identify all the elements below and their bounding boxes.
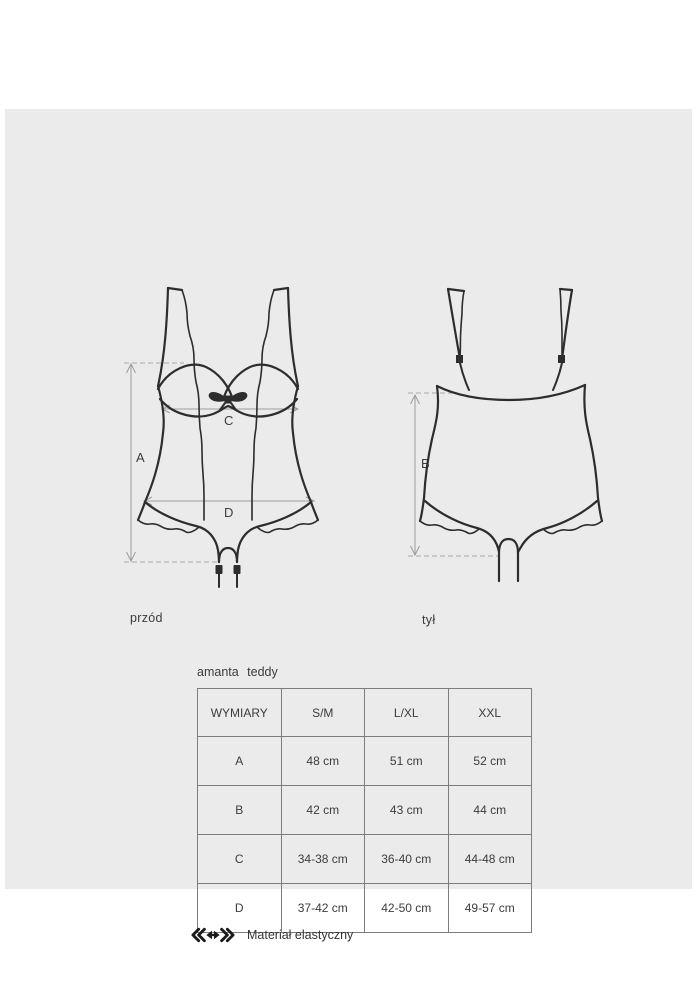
- strap-adjuster-left: [456, 355, 463, 363]
- material-note-text: Materiał elastyczny: [247, 928, 354, 942]
- size-table-cell: 48 cm: [281, 737, 365, 786]
- size-table-cell: 44 cm: [448, 786, 532, 835]
- front-garment-outline: [138, 288, 318, 587]
- size-table-cell: 34-38 cm: [281, 835, 365, 884]
- strap-adjuster-right: [558, 355, 565, 363]
- garter-clip-left: [216, 565, 223, 574]
- size-table-cell: 42 cm: [281, 786, 365, 835]
- bow-icon: [209, 392, 248, 410]
- material-note: [191, 925, 353, 945]
- size-table-row-b: [198, 786, 532, 835]
- back-view-drawing: [395, 269, 635, 599]
- dimension-a-label: A: [136, 450, 145, 465]
- size-table-cell: 49-57 cm: [448, 884, 532, 933]
- size-chart-panel: [5, 109, 692, 942]
- size-table-row-label: B: [198, 786, 282, 835]
- dimension-c-label: C: [224, 413, 234, 428]
- size-table-row-a: [198, 737, 532, 786]
- size-table-row-c: [198, 835, 532, 884]
- size-table-cell: 51 cm: [365, 737, 449, 786]
- size-table-header-cell: XXL: [448, 689, 532, 737]
- size-table: [197, 688, 532, 933]
- size-table-cell: 43 cm: [365, 786, 449, 835]
- size-table-header-row: [198, 689, 532, 737]
- size-table-row-label: D: [198, 884, 282, 933]
- dimension-b-label: B: [421, 456, 430, 471]
- size-table-cell: 37-42 cm: [281, 884, 365, 933]
- size-table-cell: 52 cm: [448, 737, 532, 786]
- size-table-row-label: A: [198, 737, 282, 786]
- size-table-cell: 36-40 cm: [365, 835, 449, 884]
- product-title: amanta teddy: [197, 665, 278, 679]
- size-table-row-label: C: [198, 835, 282, 884]
- stretch-material-icon: [191, 927, 235, 943]
- size-table-header-cell: L/XL: [365, 689, 449, 737]
- dimension-line-c: [162, 405, 298, 428]
- back-view-label: tył: [422, 613, 436, 627]
- back-garment-outline: [420, 289, 602, 581]
- size-table-cell: 42-50 cm: [365, 884, 449, 933]
- size-table-header-cell: WYMIARY: [198, 689, 282, 737]
- size-table-header-cell: S/M: [281, 689, 365, 737]
- dimension-d-label: D: [224, 505, 234, 520]
- size-table-cell: 44-48 cm: [448, 835, 532, 884]
- garter-clip-right: [234, 565, 241, 574]
- front-view-label: przód: [130, 611, 163, 625]
- front-view-drawing: [105, 269, 345, 599]
